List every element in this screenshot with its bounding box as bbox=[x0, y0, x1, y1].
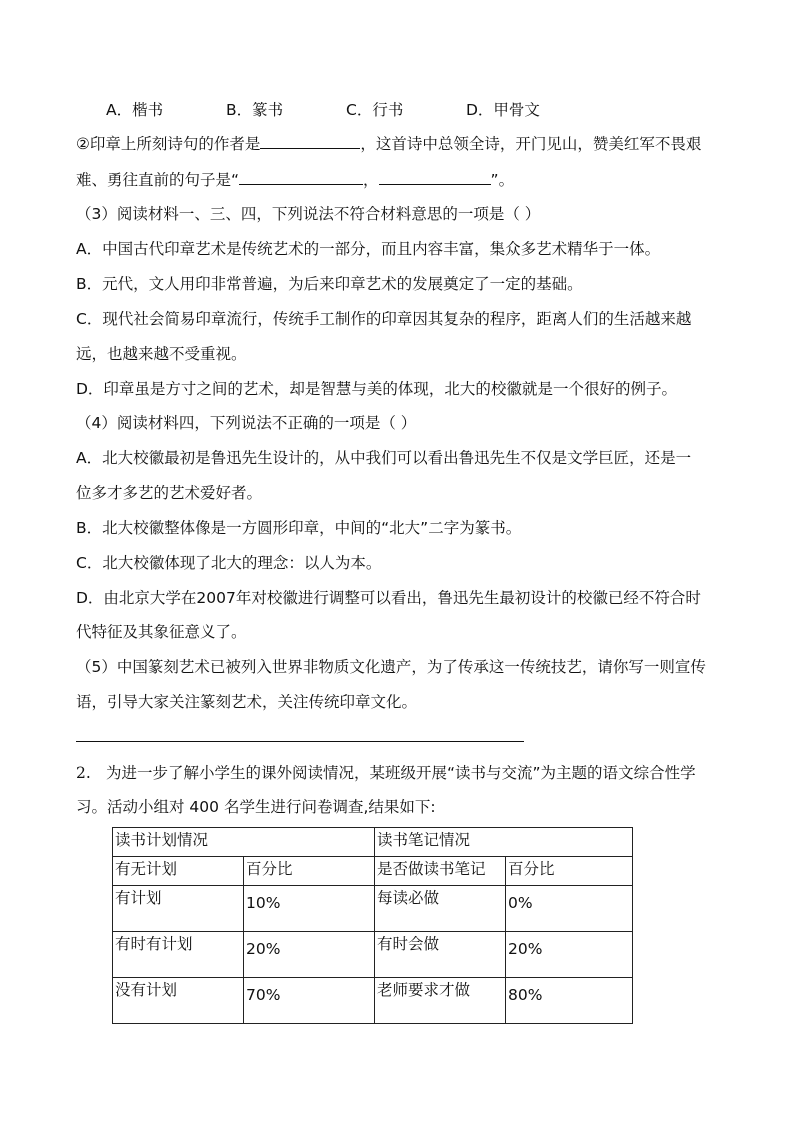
q4-option-a-line1: A．北大校徽最初是鲁迅先生设计的，从中我们可以看出鲁迅先生不仅是文学巨匠，还是一 bbox=[76, 449, 692, 467]
table-cell: 20% bbox=[244, 932, 375, 978]
table-cell: 0% bbox=[506, 886, 633, 932]
table-cell: 10% bbox=[244, 886, 375, 932]
table-cell: 每读必做 bbox=[375, 886, 506, 932]
table-row bbox=[113, 978, 633, 1024]
table-column-header-row bbox=[113, 857, 633, 886]
q2-blank-sentence2[interactable] bbox=[379, 168, 491, 185]
table-group-header-notes: 读书笔记情况 bbox=[375, 828, 633, 857]
option-c: C．行书 bbox=[346, 101, 404, 119]
q2-line2 bbox=[76, 168, 726, 190]
q2-text-line2-mid: ， bbox=[363, 171, 379, 189]
q2-text-part2: ，这首诗中总领全诗，开门见山，赞美红军不畏艰 bbox=[360, 135, 702, 153]
table-cell: 70% bbox=[244, 978, 375, 1024]
q4-option-d-line2: 代特征及其象征意义了。 bbox=[76, 623, 247, 641]
q5-answer-line[interactable] bbox=[76, 741, 524, 742]
q3-option-a: A．中国古代印章艺术是传统艺术的一部分，而且内容丰富，集众多艺术精华于一体。 bbox=[76, 240, 661, 258]
table-row bbox=[113, 932, 633, 978]
q2-line1 bbox=[76, 132, 726, 154]
q2-text-line2-start: 难、勇往直前的句子是“ bbox=[76, 171, 240, 189]
question-two-line2: 习。活动小组对 400 名学生进行问卷调查,结果如下: bbox=[76, 798, 436, 816]
q3-stem: （3）阅读材料一、三、四，下列说法不符合材料意思的一项是（ ） bbox=[76, 205, 541, 223]
q4-option-c: C．北大校徽体现了北大的理念：以人为本。 bbox=[76, 554, 382, 572]
table-cell: 有时有计划 bbox=[113, 932, 244, 978]
option-d: D．甲骨文 bbox=[466, 101, 540, 119]
table-group-header-plan: 读书计划情况 bbox=[113, 828, 375, 857]
q4-stem: （4）阅读材料四，下列说法不正确的一项是（ ） bbox=[76, 414, 417, 432]
survey-table bbox=[112, 827, 633, 1024]
q2-text-line2-end: ”。 bbox=[490, 171, 515, 189]
table-cell: 20% bbox=[506, 932, 633, 978]
question-two-line1 bbox=[76, 763, 726, 783]
table-col-header: 百分比 bbox=[244, 857, 375, 886]
question-two-number: 2. bbox=[76, 764, 91, 782]
table-col-header: 百分比 bbox=[506, 857, 633, 886]
table-col-header: 有无计划 bbox=[113, 857, 244, 886]
table-cell: 80% bbox=[506, 978, 633, 1024]
table-group-header-row bbox=[113, 828, 633, 857]
table-cell: 没有计划 bbox=[113, 978, 244, 1024]
table-cell: 有计划 bbox=[113, 886, 244, 932]
q2-blank-sentence1[interactable] bbox=[239, 168, 363, 185]
table-cell: 有时会做 bbox=[375, 932, 506, 978]
q3-option-c-line1: C．现代社会简易印章流行，传统手工制作的印章因其复杂的程序，距离人们的生活越来越 bbox=[76, 310, 692, 328]
q3-option-b: B．元代，文人用印非常普遍，为后来印章艺术的发展奠定了一定的基础。 bbox=[76, 275, 583, 293]
q5-line1: （5）中国篆刻艺术已被列入世界非物质文化遗产，为了传承这一传统技艺，请你写一则宣传 bbox=[76, 658, 706, 676]
option-a: A．楷书 bbox=[106, 101, 164, 119]
q3-option-c-line2: 远，也越来越不受重视。 bbox=[76, 345, 247, 363]
question-two-text-line1: 为进一步了解小学生的课外阅读情况，某班级开展“读书与交流”为主题的语文综合性学 bbox=[106, 764, 696, 782]
table-row bbox=[113, 886, 633, 932]
q3-option-d: D．印章虽是方寸之间的艺术，却是智慧与美的体现，北大的校徽就是一个很好的例子。 bbox=[76, 380, 677, 398]
q2-blank-author[interactable] bbox=[260, 132, 360, 149]
q5-line2: 语，引导大家关注篆刻艺术，关注传统印章文化。 bbox=[76, 693, 418, 711]
q2-text-part1: ②印章上所刻诗句的作者是 bbox=[76, 135, 261, 153]
table-col-header: 是否做读书笔记 bbox=[375, 857, 506, 886]
q4-option-a-line2: 位多才多艺的艺术爱好者。 bbox=[76, 484, 263, 502]
option-b: B．篆书 bbox=[226, 101, 284, 119]
q4-option-b: B．北大校徽整体像是一方圆形印章，中间的“北大”二字为篆书。 bbox=[76, 519, 522, 537]
table-cell: 老师要求才做 bbox=[375, 978, 506, 1024]
q4-option-d-line1: D．由北京大学在2007年对校徽进行调整可以看出，鲁迅先生最初设计的校徽已经不符合时 bbox=[76, 589, 701, 607]
